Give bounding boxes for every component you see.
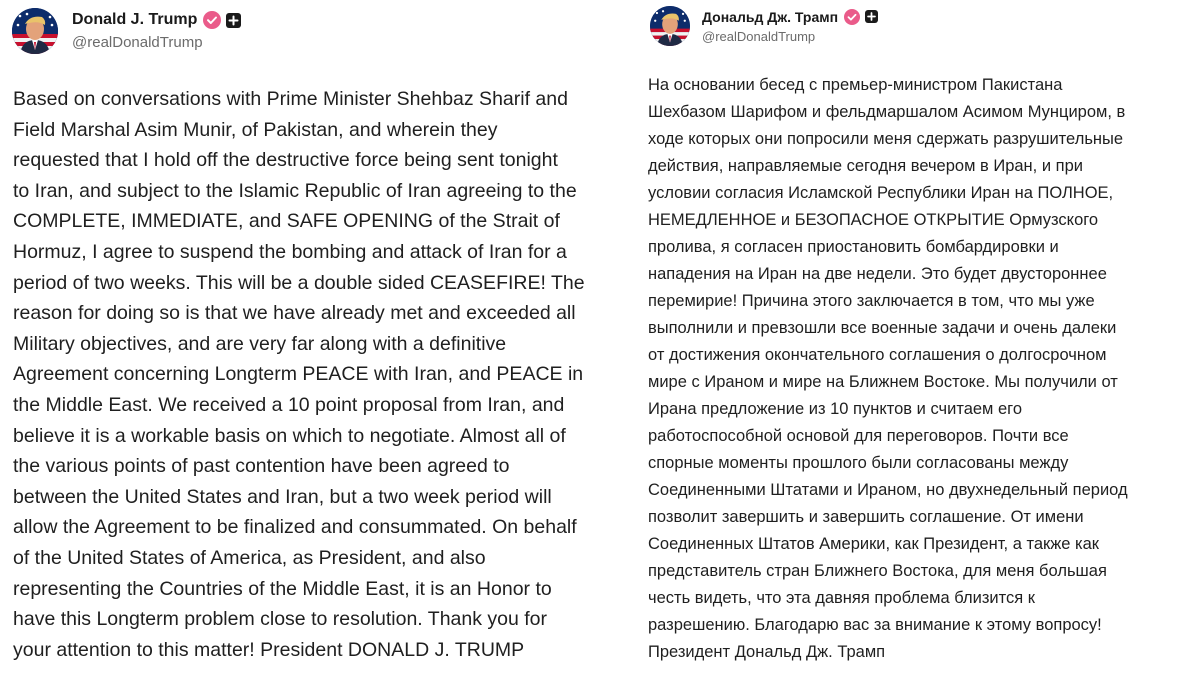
author-identity (702, 9, 878, 44)
author-display-name[interactable]: Donald J. Trump (72, 11, 198, 28)
avatar-flag-icon (650, 6, 690, 46)
russian-post-header (650, 6, 878, 46)
plus-square-icon (865, 10, 878, 23)
verified-badge-icon (844, 9, 860, 25)
author-avatar[interactable] (650, 6, 690, 46)
author-avatar[interactable] (12, 8, 58, 54)
plus-square-icon (226, 13, 241, 28)
author-handle[interactable]: @realDonaldTrump (702, 28, 816, 44)
english-post-text: Based on conversations with Prime Minister Shehbaz Sharif and Field Marshal Asim Munir, of Pakistan, and wherein they requested that I hold off the destructive force being sent tonight to Iran, and subject to the Islamic Republic of Iran agreeing to the COMPLETE, IMMEDIATE, and SAFE OPENING of the Strait of Hormuz, I agree to suspend the bombing and attack of Iran for a period of two weeks. This will be a double sided CEASEFIRE! The reason for doing so is that we have already met and exceeded all Military objectives, and are very far along with a definitive Agreement concerning Longterm PEACE with Iran, and PEACE in the Middle East. We received a 10 point proposal from Iran, and believe it is a workable basis on which to negotiate. Almost all of the various points of past contention have been agreed to between the United States and Iran, but a two week period will allow the Agreement to be finalized and consummated. On behalf of the United States of America, as President, and also representing the Countries of the Middle East, it is an Honor to have this Longterm problem close to resolution. Thank you for your attention to this matter! President DONALD J. TRUMP (13, 88, 585, 661)
english-post-header (12, 8, 241, 54)
author-display-name[interactable]: Дональд Дж. Трамп (702, 8, 839, 25)
verified-badge-icon (203, 11, 221, 29)
author-handle[interactable]: @realDonaldTrump (72, 34, 203, 51)
avatar-flag-icon (12, 8, 58, 54)
author-name-row (72, 11, 241, 29)
russian-post-panel (630, 0, 1200, 673)
russian-post-text: На основании бесед с премьер-министром Пакистана Шехбазом Шарифом и фельдмаршалом Асимом Мунциром, в ходе которых они попросили меня сдержать разрушительные действия, направляемые сегодня вечером в Иран, и при условии согласия Исламской Республики Иран на ПОЛНОЕ, НЕМЕДЛЕННОЕ и БЕЗОПАСНОЕ ОТКРЫТИЕ Ормузского пролива, я согласен приостановить бомбардировки и нападения на Иран на две недели. Это будет двустороннее перемирие! Причина этого заключается в том, что мы уже выполнили и превзошли все военные задачи и очень далеки от достижения окончательного соглашения о долгосрочном мире с Ираном и мире на Ближнем Востоке. Мы получили от Ирана предложение из 10 пунктов и считаем его работоспособной основой для переговоров. Почти все спорные моменты прошлого были согласованы между Соединенными Штатами и Ираном, но двухнедельный период позволит завершить и завершить соглашение. От имени Соединенных Штатов Америки, как Президент, а также как представитель стран Ближнего Востока, для меня большая честь видеть, что эта давняя проблема близится к разрешению. Благодарю вас за внимание к этому вопросу! Президент Дональд Дж. Трамп (648, 76, 1128, 661)
author-name-row (702, 9, 878, 25)
author-identity (72, 11, 241, 51)
